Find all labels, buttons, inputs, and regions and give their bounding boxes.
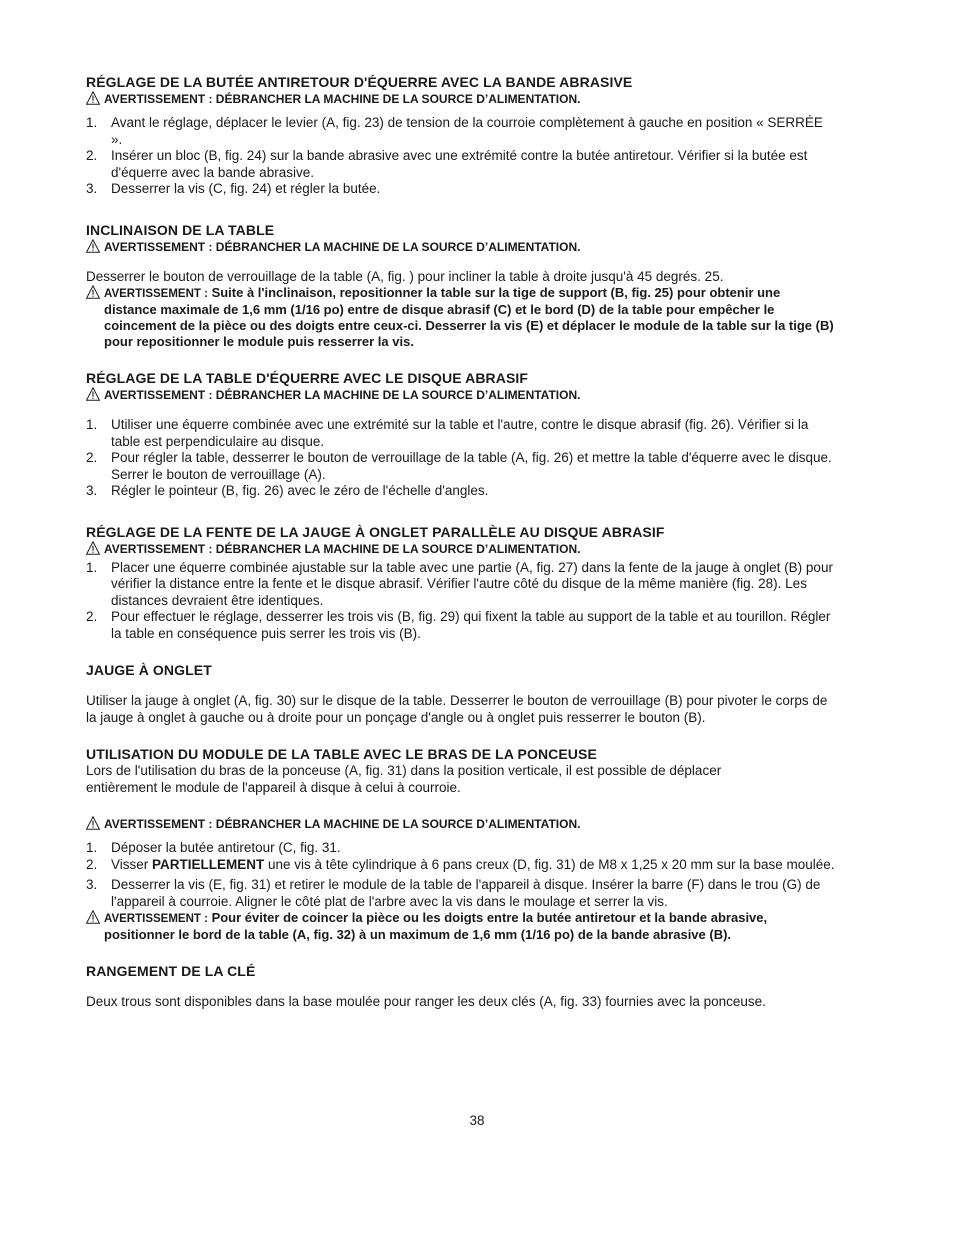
section-title: INCLINAISON DE LA TABLE [86, 221, 275, 238]
step-number: 3. [86, 181, 98, 196]
step-number: 3. [86, 877, 98, 892]
section-title: RANGEMENT DE LA CLÉ [86, 963, 256, 979]
warning-notice [86, 239, 836, 255]
list-item [86, 483, 836, 500]
steps-list [86, 560, 836, 643]
list-item [86, 857, 836, 874]
section-table-module [86, 746, 836, 943]
step-number: 2. [86, 450, 98, 465]
paragraph: Lors de l'utilisation du bras de la ponceuse (A, fig. 31) dans la position verticale, il est possible de déplacer entièrement le module de l'appareil à disque à celui à courroie. [86, 763, 722, 795]
step-text [111, 857, 836, 874]
step-text: Placer une équerre combinée ajustable sur la table avec une partie (A, fig. 27) dans la fente de la jauge à onglet (B) pour vérifier la distance entre la fente et le disque abrasif. Vérifier l'autre côté du disque de la même manière (fig. 28). Les distances devraient être identiques. [111, 559, 833, 608]
step-number: 1. [86, 417, 98, 432]
warning-text: AVERTISSEMENT : DÉBRANCHER LA MACHINE DE LA SOURCE D’ALIMENTATION. [104, 541, 581, 556]
warning-label: AVERTISSEMENT : [104, 288, 208, 300]
warning-text: Suite à l'inclinaison, repositionner la table sur la tige de support (B, fig. 25) pour obtenir une distance maximale de 1,6 mm (1/16 po) entre de disque abrasif (C) et le bord (D) de la table pour empêcher le coincement de la pièce ou des doigts entre ceux-ci. Desserrer la vis (E) et déplacer le module de la table sur la tige (B) pour repositionner le module puis resserrer la vis. [104, 285, 834, 349]
warning-body [104, 285, 836, 350]
step-number: 1. [86, 559, 98, 575]
step-text: Avant le réglage, déplacer le levier (A, fig. 23) de tension de la courroie complètement à gauche en position « SERRÉE ». [111, 115, 823, 147]
warning-text: AVERTISSEMENT : DÉBRANCHER LA MACHINE DE LA SOURCE D’ALIMENTATION. [104, 92, 581, 106]
paragraph: Deux trous sont disponibles dans la base moulée pour ranger les deux clés (A, fig. 33) fournies avec la ponceuse. [86, 994, 766, 1009]
section-belt-stop [86, 74, 836, 198]
paragraph: Utiliser la jauge à onglet (A, fig. 30) sur le disque de la table. Desserrer le bouton de verrouillage (B) pour pivoter le corps de la jauge à onglet à gauche ou à droite pour un ponçage d'angle ou à onglet puis resserrer le bouton (B). [86, 693, 828, 725]
page-content [86, 74, 836, 1011]
step-number: 1. [86, 115, 98, 130]
section-table-square-disc [86, 370, 836, 500]
warning-body [104, 910, 836, 943]
list-item [86, 148, 836, 181]
warning-triangle-icon [86, 91, 100, 105]
section-miter-slot [86, 524, 836, 643]
warning-triangle-icon [86, 541, 100, 555]
warning-triangle-icon [86, 387, 100, 401]
warning-notice-long [86, 910, 836, 943]
section-title: RÉGLAGE DE LA TABLE D'ÉQUERRE AVEC LE DISQUE ABRASIF [86, 370, 529, 386]
step-text-part: Visser [111, 856, 153, 872]
step-text: Insérer un bloc (B, fig. 24) sur la bande abrasive avec une extrémité contre la butée antiretour. Vérifier si la butée est d'équerre avec la bande abrasive. [111, 148, 808, 180]
warning-triangle-icon [86, 285, 100, 299]
step-number: 1. [86, 840, 98, 855]
step-text: Desserrer la vis (C, fig. 24) et régler la butée. [111, 181, 381, 196]
warning-triangle-icon [86, 910, 100, 924]
list-item [86, 181, 836, 198]
list-item [86, 877, 836, 910]
list-item [86, 840, 836, 857]
paragraph: Desserrer le bouton de verrouillage de la table (A, fig. ) pour incliner la table à droite jusqu'à 45 degrés. 25. [86, 268, 724, 284]
steps-list [86, 115, 836, 198]
section-title: UTILISATION DU MODULE DE LA TABLE AVEC LE BRAS DE LA PONCEUSE [86, 746, 597, 762]
page-number: 38 [469, 1113, 485, 1128]
warning-notice-long [86, 285, 836, 350]
step-text-part: une vis à tête cylindrique à 6 pans creux (D, fig. 31) de M8 x 1,25 x 20 mm sur la base moulée. [264, 856, 835, 872]
step-number: 2. [86, 148, 98, 163]
section-title: RÉGLAGE DE LA FENTE DE LA JAUGE À ONGLET PARALLÈLE AU DISQUE ABRASIF [86, 523, 665, 540]
warning-triangle-icon [86, 239, 100, 253]
steps-list [86, 417, 836, 500]
step-text: Pour effectuer le réglage, desserrer les trois vis (B, fig. 29) qui fixent la table au support de la table et au tourillon. Régler la table en conséquence puis serrer les trois vis (B). [111, 609, 831, 641]
step-number: 2. [86, 609, 98, 624]
steps-list [86, 840, 836, 910]
warning-notice [86, 91, 836, 107]
step-text: Pour régler la table, desserrer le bouton de verrouillage de la table (A, fig. 26) et mettre la table d'équerre avec le disque. Serrer le bouton de verrouillage (A). [111, 450, 832, 482]
warning-notice [86, 387, 836, 403]
section-table-tilt [86, 222, 836, 351]
warning-label: AVERTISSEMENT : [104, 913, 208, 925]
step-text: Régler le pointeur (B, fig. 26) avec le zéro de l'échelle d'angles. [111, 483, 489, 498]
warning-text: AVERTISSEMENT : DÉBRANCHER LA MACHINE DE LA SOURCE D’ALIMENTATION. [104, 817, 581, 831]
step-text-emphasis: PARTIELLEMENT [152, 856, 265, 872]
list-item [86, 609, 836, 642]
step-text: Déposer la butée antiretour (C, fig. 31. [111, 840, 341, 855]
step-number: 3. [86, 483, 98, 498]
list-item [86, 417, 836, 450]
warning-text: AVERTISSEMENT : DÉBRANCHER LA MACHINE DE LA SOURCE D’ALIMENTATION. [104, 388, 581, 402]
section-wrench-storage [86, 963, 836, 1011]
warning-notice [86, 816, 836, 832]
warning-text: Pour éviter de coincer la pièce ou les doigts entre la butée antiretour et la bande abrasive, positionner le bord de la table (A, fig. 32) à un maximum de 1,6 mm (1/16 po) de la bande abrasive (B). [104, 910, 768, 942]
list-item [86, 450, 836, 483]
list-item [86, 115, 836, 148]
step-number: 2. [86, 856, 98, 872]
section-title: RÉGLAGE DE LA BUTÉE ANTIRETOUR D'ÉQUERRE AVEC LA BANDE ABRASIVE [86, 74, 633, 90]
warning-text: AVERTISSEMENT : DÉBRANCHER LA MACHINE DE LA SOURCE D’ALIMENTATION. [104, 239, 581, 254]
section-title: JAUGE À ONGLET [86, 662, 212, 678]
section-miter-gauge [86, 662, 836, 726]
step-text: Utiliser une équerre combinée avec une extrémité sur la table et l'autre, contre le disque abrasif (fig. 26). Vérifier si la table est perpendiculaire au disque. [111, 417, 809, 449]
step-text: Desserrer la vis (E, fig. 31) et retirer le module de la table de l'appareil à disque. Insérer la barre (F) dans le trou (G) de l'appareil à courroie. Aligner le côté plat de l'arbre avec la vis dans le moulage et serrer la vis. [111, 877, 821, 909]
warning-triangle-icon [86, 816, 100, 830]
list-item [86, 560, 836, 610]
warning-notice [86, 541, 836, 557]
